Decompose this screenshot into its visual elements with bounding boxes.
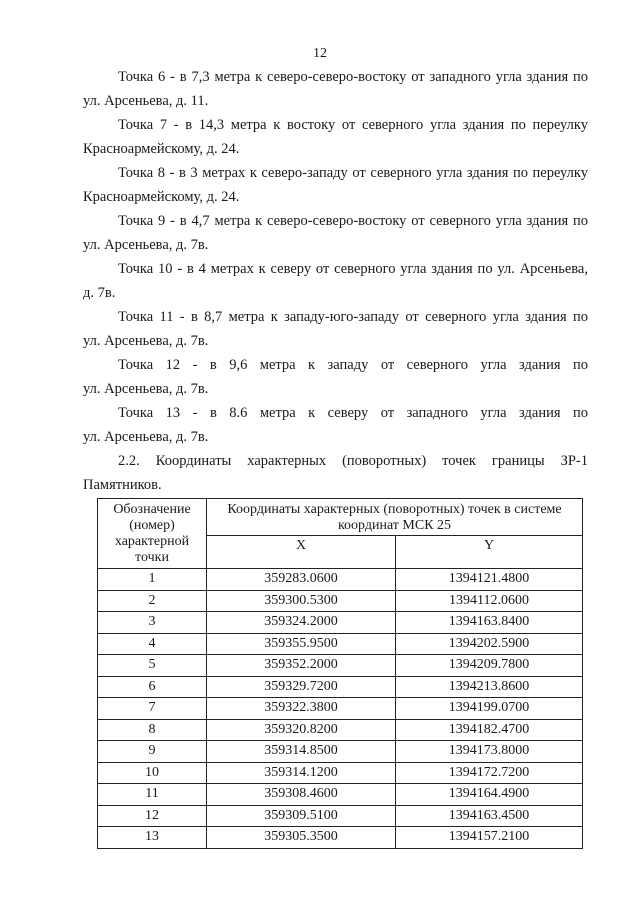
y-coordinate-cell: 1394213.8600 bbox=[396, 676, 583, 698]
x-coordinate-cell: 359322.3800 bbox=[207, 698, 396, 720]
x-coordinate-cell: 359314.1200 bbox=[207, 762, 396, 784]
table-row bbox=[98, 698, 583, 720]
y-coordinate-cell: 1394163.4500 bbox=[396, 805, 583, 827]
point-number-cell: 3 bbox=[98, 612, 207, 634]
x-coordinate-cell: 359309.5100 bbox=[207, 805, 396, 827]
point-number-cell: 6 bbox=[98, 676, 207, 698]
paragraph-point-13 bbox=[83, 402, 588, 449]
y-coordinate-cell: 1394157.2100 bbox=[396, 827, 583, 849]
paragraph-point-12 bbox=[83, 354, 588, 401]
point-number-cell: 2 bbox=[98, 590, 207, 612]
paragraph-point-11 bbox=[83, 306, 588, 353]
x-coordinate-cell: 359283.0600 bbox=[207, 569, 396, 591]
point-number-cell: 1 bbox=[98, 569, 207, 591]
header-coordinates: Координаты характерных (поворотных) точек в системе координат МСК 25 bbox=[207, 499, 583, 536]
table-row bbox=[98, 590, 583, 612]
x-coordinate-cell: 359320.8200 bbox=[207, 719, 396, 741]
paragraph-line: ул. Арсеньева, д. 7в. bbox=[83, 380, 209, 397]
table-row bbox=[98, 784, 583, 806]
x-coordinate-cell: 359308.4600 bbox=[207, 784, 396, 806]
point-number-cell: 11 bbox=[98, 784, 207, 806]
point-number-cell: 9 bbox=[98, 741, 207, 763]
paragraph-point-9 bbox=[83, 210, 588, 257]
header-point-id: Обозначение (номер) характерной точки bbox=[98, 499, 207, 569]
x-coordinate-cell: 359329.7200 bbox=[207, 676, 396, 698]
point-number-cell: 7 bbox=[98, 698, 207, 720]
table-row bbox=[98, 676, 583, 698]
table-row bbox=[98, 633, 583, 655]
y-coordinate-cell: 1394182.4700 bbox=[396, 719, 583, 741]
x-coordinate-cell: 359324.2000 bbox=[207, 612, 396, 634]
paragraph-point-8 bbox=[83, 162, 588, 209]
y-coordinate-cell: 1394209.7800 bbox=[396, 655, 583, 677]
y-coordinate-cell: 1394199.0700 bbox=[396, 698, 583, 720]
paragraph-line: Точка 10 - в 4 метрах к северу от северного угла здания по ул. Арсеньева, bbox=[118, 261, 588, 277]
header-y: Y bbox=[396, 536, 583, 569]
table-row bbox=[98, 612, 583, 634]
table-row bbox=[98, 762, 583, 784]
paragraph-line: Точка 12 - в 9,6 метра к западу от северного угла здания по bbox=[118, 357, 588, 373]
paragraph-line: ул. Арсеньева, д. 7в. bbox=[83, 332, 209, 349]
table-row bbox=[98, 569, 583, 591]
x-coordinate-cell: 359352.2000 bbox=[207, 655, 396, 677]
table-row bbox=[98, 655, 583, 677]
page-number: 12 bbox=[313, 46, 327, 61]
paragraph-line: Точка 6 - в 7,3 метра к северо-северо-востоку от западного угла здания по bbox=[118, 69, 588, 85]
paragraph-line: Памятников. bbox=[83, 476, 162, 493]
table-row bbox=[98, 805, 583, 827]
paragraph-line: Точка 7 - в 14,3 метра к востоку от северного угла здания по переулку bbox=[118, 117, 588, 133]
table-row bbox=[98, 741, 583, 763]
y-coordinate-cell: 1394173.8000 bbox=[396, 741, 583, 763]
paragraph-line: ул. Арсеньева, д. 7в. bbox=[83, 428, 209, 445]
coordinates-table bbox=[97, 498, 583, 849]
paragraph-point-6 bbox=[83, 66, 588, 113]
paragraph-point-7 bbox=[83, 114, 588, 161]
paragraph-line: 2.2. Координаты характерных (поворотных) точек границы ЗР-1 bbox=[118, 453, 588, 469]
section-heading-2-2 bbox=[83, 450, 588, 497]
paragraph-line: Точка 13 - в 8.6 метра к северу от западного угла здания по bbox=[118, 405, 588, 421]
x-coordinate-cell: 359300.5300 bbox=[207, 590, 396, 612]
paragraph-point-10 bbox=[83, 258, 588, 305]
y-coordinate-cell: 1394202.5900 bbox=[396, 633, 583, 655]
paragraph-line: Красноармейскому, д. 24. bbox=[83, 188, 240, 205]
point-number-cell: 12 bbox=[98, 805, 207, 827]
y-coordinate-cell: 1394164.4900 bbox=[396, 784, 583, 806]
paragraph-line: Красноармейскому, д. 24. bbox=[83, 140, 240, 157]
x-coordinate-cell: 359305.3500 bbox=[207, 827, 396, 849]
point-number-cell: 5 bbox=[98, 655, 207, 677]
x-coordinate-cell: 359314.8500 bbox=[207, 741, 396, 763]
x-coordinate-cell: 359355.9500 bbox=[207, 633, 396, 655]
paragraph-line: ул. Арсеньева, д. 7в. bbox=[83, 236, 209, 253]
paragraph-line: Точка 9 - в 4,7 метра к северо-северо-востоку от северного угла здания по bbox=[118, 213, 588, 229]
table-row bbox=[98, 719, 583, 741]
y-coordinate-cell: 1394112.0600 bbox=[396, 590, 583, 612]
y-coordinate-cell: 1394121.4800 bbox=[396, 569, 583, 591]
point-number-cell: 8 bbox=[98, 719, 207, 741]
header-x: X bbox=[207, 536, 396, 569]
paragraph-line: Точка 11 - в 8,7 метра к западу-юго-западу от северного угла здания по bbox=[118, 309, 588, 325]
table-row bbox=[98, 827, 583, 849]
point-number-cell: 10 bbox=[98, 762, 207, 784]
y-coordinate-cell: 1394163.8400 bbox=[396, 612, 583, 634]
paragraph-line: ул. Арсеньева, д. 11. bbox=[83, 92, 209, 109]
paragraph-line: Точка 8 - в 3 метрах к северо-западу от северного угла здания по переулку bbox=[118, 165, 588, 181]
y-coordinate-cell: 1394172.7200 bbox=[396, 762, 583, 784]
paragraph-line: д. 7в. bbox=[83, 284, 116, 301]
point-number-cell: 4 bbox=[98, 633, 207, 655]
point-number-cell: 13 bbox=[98, 827, 207, 849]
